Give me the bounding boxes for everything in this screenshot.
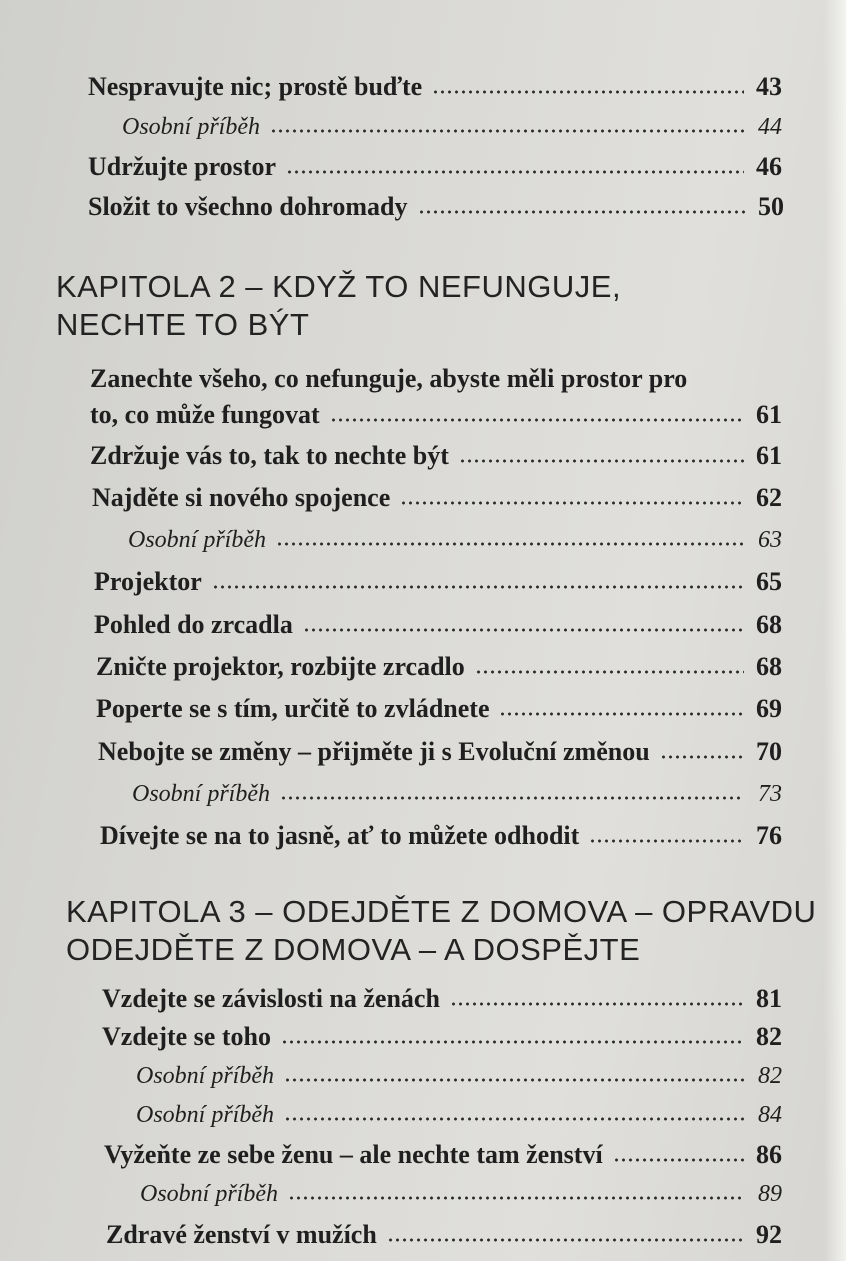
entry-page: 68: [756, 610, 782, 639]
entry-page: 92: [756, 1220, 782, 1249]
toc-entry: [88, 192, 784, 222]
dot-leader: [280, 795, 744, 801]
entry-page: 44: [758, 114, 782, 140]
toc-entry-sub: [140, 1179, 782, 1209]
entry-title: Vzdejte se závislosti na ženách: [102, 984, 440, 1013]
dot-leader: [212, 584, 744, 590]
dot-leader: [450, 1001, 744, 1007]
toc-entry: [90, 441, 782, 471]
dot-leader: [432, 89, 744, 95]
toc-entry-sub: [136, 1061, 782, 1091]
entry-title: Najděte si nového spojence: [92, 483, 391, 512]
entry-title: Osobní příběh: [136, 1063, 274, 1089]
entry-page: 61: [756, 400, 782, 429]
toc-entry: [106, 1220, 782, 1250]
entry-title: Udržujte prostor: [88, 152, 276, 181]
entry-page: 73: [758, 781, 782, 807]
toc-entry: [96, 694, 782, 724]
chapter-heading-line: KAPITOLA 3 – ODEJDĚTE Z DOMOVA – OPRAVDU: [66, 894, 817, 929]
toc-entry: [102, 1022, 782, 1052]
dot-leader: [660, 754, 744, 760]
dot-leader: [387, 1237, 744, 1243]
entry-title: Zdravé ženství v mužích: [106, 1220, 377, 1249]
toc-entry-sub: [132, 779, 782, 809]
dot-leader: [284, 1077, 744, 1083]
entry-page: 43: [756, 72, 782, 101]
dot-leader: [288, 1195, 744, 1201]
dot-leader: [475, 669, 744, 675]
entry-title: Zanechte všeho, co nefunguje, abyste měli prostor pro: [90, 364, 688, 393]
entry-title: Složit to všechno dohromady: [88, 192, 408, 221]
entry-page: 65: [756, 567, 782, 596]
entry-title: Pohled do zrcadla: [94, 610, 293, 639]
entry-page: 61: [756, 441, 782, 470]
toc-entry: [90, 364, 782, 430]
dot-leader: [286, 169, 744, 175]
entry-title: Osobní příběh: [140, 1181, 278, 1207]
dot-leader: [499, 711, 744, 717]
entry-title: Osobní příběh: [132, 781, 270, 807]
entry-page: 69: [756, 694, 782, 723]
entry-page: 84: [758, 1102, 782, 1128]
dot-leader: [459, 458, 744, 464]
chapter-heading: [56, 268, 621, 344]
toc-entry: [98, 737, 782, 767]
dot-leader: [330, 417, 744, 423]
entry-title: Nespravujte nic; prostě buďte: [88, 72, 423, 101]
entry-page: 81: [756, 984, 782, 1013]
entry-page: 82: [756, 1022, 782, 1051]
toc-entry: [88, 152, 782, 182]
entry-title: Poperte se s tím, určitě to zvládnete: [96, 694, 490, 723]
toc-entry: [96, 652, 782, 682]
entry-title: Osobní příběh: [128, 527, 266, 553]
chapter-heading-line: ODEJDĚTE Z DOMOVA – A DOSPĚJTE: [66, 932, 641, 967]
entry-page: 82: [758, 1063, 782, 1089]
dot-leader: [418, 209, 747, 215]
entry-page: 89: [758, 1181, 782, 1207]
entry-page: 68: [756, 652, 782, 681]
dot-leader: [400, 500, 744, 506]
chapter-heading: [66, 893, 836, 969]
toc-entry: [104, 1140, 782, 1170]
entry-title: Osobní příběh: [122, 114, 260, 140]
toc-entry-sub: [136, 1100, 782, 1130]
entry-page: 63: [758, 527, 782, 553]
dot-leader: [276, 541, 744, 547]
entry-page: 62: [756, 483, 782, 512]
entry-page: 46: [756, 152, 782, 181]
toc-entry: [100, 821, 782, 851]
entry-page: 50: [758, 192, 784, 221]
entry-title-cont: to, co může fungovat: [90, 400, 320, 429]
dot-leader: [270, 128, 744, 134]
toc-entry: [92, 483, 782, 513]
entry-page: 86: [756, 1140, 782, 1169]
toc-entry: [94, 567, 782, 597]
dot-leader: [613, 1157, 744, 1163]
dot-leader: [281, 1039, 744, 1045]
toc-entry: [102, 984, 782, 1014]
entry-title: Projektor: [94, 567, 202, 596]
entry-title: Nebojte se změny – přijměte ji s Evoluční změnou: [98, 737, 650, 766]
entry-page: 70: [756, 737, 782, 766]
dot-leader: [589, 838, 744, 844]
chapter-heading-line: NECHTE TO BÝT: [56, 307, 310, 342]
entry-title: Zdržuje vás to, tak to nechte být: [90, 441, 449, 470]
entry-title: Vzdejte se toho: [102, 1022, 271, 1051]
entry-title: Osobní příběh: [136, 1102, 274, 1128]
entry-title: Zničte projektor, rozbijte zrcadlo: [96, 652, 465, 681]
toc-entry-sub: [128, 525, 782, 555]
entry-title: Dívejte se na to jasně, ať to můžete odhodit: [100, 821, 580, 850]
toc-entry: [94, 610, 782, 640]
entry-title: Vyžeňte ze sebe ženu – ale nechte tam ženství: [104, 1140, 603, 1169]
toc-entry-sub: [122, 112, 782, 142]
dot-leader: [303, 627, 744, 633]
dot-leader: [284, 1116, 744, 1122]
chapter-heading-line: KAPITOLA 2 – KDYŽ TO NEFUNGUJE,: [56, 269, 622, 304]
toc-entry: [88, 72, 782, 102]
entry-page: 76: [756, 821, 782, 850]
